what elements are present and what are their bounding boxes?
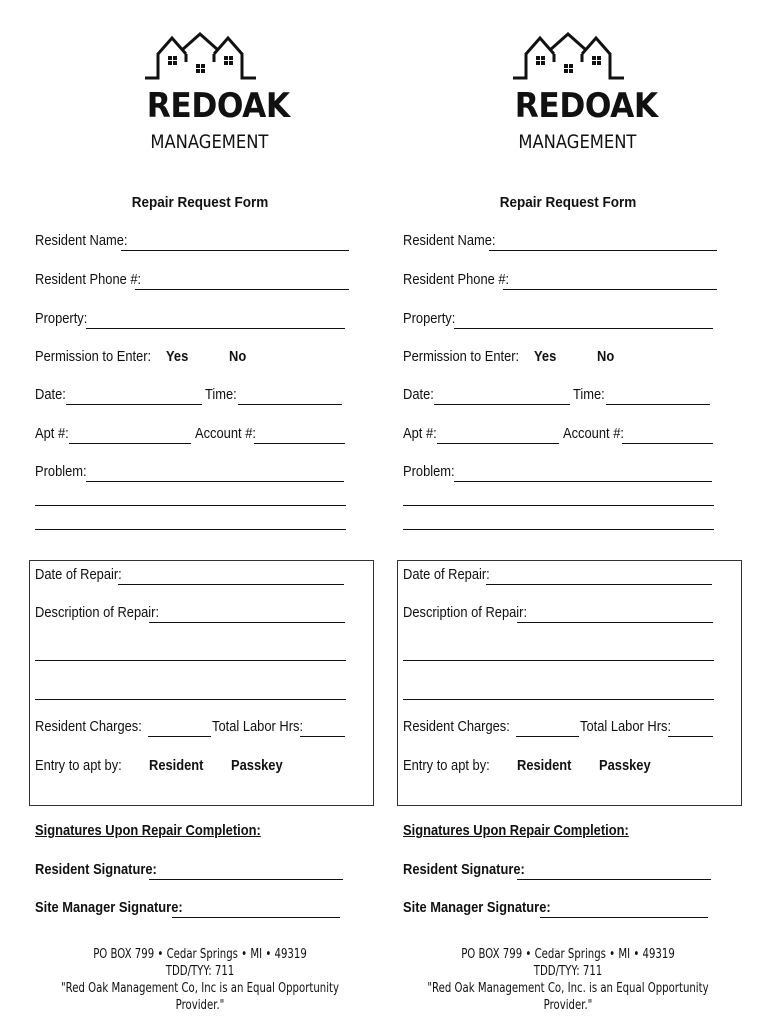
entry-label: Entry to apt by:: [403, 757, 490, 774]
redoak-logo: [510, 32, 658, 162]
permission-no[interactable]: No: [597, 348, 615, 365]
charges-line[interactable]: [516, 736, 579, 737]
labor-label: Total Labor Hrs:: [212, 718, 304, 735]
problem-line-2[interactable]: [35, 505, 346, 506]
entry-passkey[interactable]: Passkey: [599, 757, 651, 774]
property-line[interactable]: [86, 328, 345, 329]
permission-label: Permission to Enter:: [35, 348, 152, 365]
footer-address: PO BOX 799 • Cedar Springs • MI • 49319: [461, 947, 675, 962]
manager-signature-label: Site Manager Signature:: [35, 899, 183, 916]
signatures-heading: Signatures Upon Repair Completion:: [35, 822, 261, 839]
problem-line-3[interactable]: [35, 529, 346, 530]
houses-icon: [510, 32, 630, 82]
problem-label: Problem:: [35, 463, 87, 480]
account-label: Account #:: [195, 425, 256, 442]
labor-line[interactable]: [668, 736, 713, 737]
date-label: Date:: [403, 386, 434, 403]
signatures-heading: Signatures Upon Repair Completion:: [403, 822, 629, 839]
brand-name: REDOAK: [146, 86, 290, 126]
resident-phone-label: Resident Phone #:: [403, 271, 510, 288]
description-line-2[interactable]: [35, 660, 346, 661]
entry-label: Entry to apt by:: [35, 757, 122, 774]
account-label: Account #:: [563, 425, 624, 442]
entry-resident[interactable]: Resident: [149, 757, 204, 774]
resident-phone-label: Resident Phone #:: [35, 271, 142, 288]
apt-label: Apt #:: [35, 425, 69, 442]
date-label: Date:: [35, 386, 66, 403]
time-line[interactable]: [606, 404, 710, 405]
description-line-1[interactable]: [149, 622, 345, 623]
apt-line[interactable]: [437, 443, 559, 444]
property-label: Property:: [35, 310, 88, 327]
footer-eeo: "Red Oak Management Co, Inc is an Equal Opportunity Provider.": [61, 981, 339, 1013]
description-line-2[interactable]: [403, 660, 714, 661]
description-label: Description of Repair:: [403, 604, 528, 621]
date-line[interactable]: [66, 404, 202, 405]
resident-phone-line[interactable]: [135, 289, 349, 290]
footer-address: PO BOX 799 • Cedar Springs • MI • 49319: [93, 947, 307, 962]
resident-name-line[interactable]: [121, 250, 349, 251]
date-of-repair-line[interactable]: [486, 584, 712, 585]
brand-name: REDOAK: [514, 86, 658, 126]
apt-line[interactable]: [69, 443, 191, 444]
form-title: Repair Request Form: [131, 194, 269, 211]
time-label: Time:: [205, 386, 237, 403]
account-line[interactable]: [622, 443, 713, 444]
property-line[interactable]: [454, 328, 713, 329]
entry-passkey[interactable]: Passkey: [231, 757, 283, 774]
property-label: Property:: [403, 310, 456, 327]
charges-line[interactable]: [148, 736, 211, 737]
time-label: Time:: [573, 386, 605, 403]
date-line[interactable]: [434, 404, 570, 405]
resident-signature-line[interactable]: [517, 879, 711, 880]
problem-line-2[interactable]: [403, 505, 714, 506]
resident-signature-line[interactable]: [149, 879, 343, 880]
problem-line-3[interactable]: [403, 529, 714, 530]
manager-signature-line[interactable]: [540, 917, 708, 918]
time-line[interactable]: [238, 404, 342, 405]
description-line-3[interactable]: [403, 699, 714, 700]
date-of-repair-line[interactable]: [118, 584, 344, 585]
account-line[interactable]: [254, 443, 345, 444]
form-copy-right: [368, 0, 753, 1024]
resident-signature-label: Resident Signature:: [35, 861, 157, 878]
date-of-repair-label: Date of Repair:: [35, 566, 122, 583]
manager-signature-label: Site Manager Signature:: [403, 899, 551, 916]
entry-resident[interactable]: Resident: [517, 757, 572, 774]
resident-signature-label: Resident Signature:: [403, 861, 525, 878]
footer-eeo: "Red Oak Management Co, Inc. is an Equal Opportunity Provider.": [427, 981, 709, 1013]
brand-subtitle: MANAGEMENT: [518, 131, 637, 153]
footer-tdd: TDD/TYY: 711: [533, 964, 603, 979]
resident-name-label: Resident Name:: [403, 232, 496, 249]
description-line-1[interactable]: [517, 622, 713, 623]
brand-subtitle: MANAGEMENT: [150, 131, 269, 153]
permission-yes[interactable]: Yes: [534, 348, 557, 365]
problem-line-1[interactable]: [454, 481, 712, 482]
problem-line-1[interactable]: [86, 481, 344, 482]
permission-label: Permission to Enter:: [403, 348, 520, 365]
labor-label: Total Labor Hrs:: [580, 718, 672, 735]
houses-icon: [142, 32, 262, 82]
resident-name-line[interactable]: [489, 250, 717, 251]
manager-signature-line[interactable]: [172, 917, 340, 918]
date-of-repair-label: Date of Repair:: [403, 566, 490, 583]
problem-label: Problem:: [403, 463, 455, 480]
resident-phone-line[interactable]: [503, 289, 717, 290]
labor-line[interactable]: [300, 736, 345, 737]
permission-yes[interactable]: Yes: [166, 348, 189, 365]
redoak-logo: [142, 32, 290, 162]
charges-label: Resident Charges:: [35, 718, 142, 735]
form-title: Repair Request Form: [499, 194, 637, 211]
charges-label: Resident Charges:: [403, 718, 510, 735]
resident-name-label: Resident Name:: [35, 232, 128, 249]
apt-label: Apt #:: [403, 425, 437, 442]
description-line-3[interactable]: [35, 699, 346, 700]
description-label: Description of Repair:: [35, 604, 160, 621]
permission-no[interactable]: No: [229, 348, 247, 365]
footer-tdd: TDD/TYY: 711: [165, 964, 235, 979]
